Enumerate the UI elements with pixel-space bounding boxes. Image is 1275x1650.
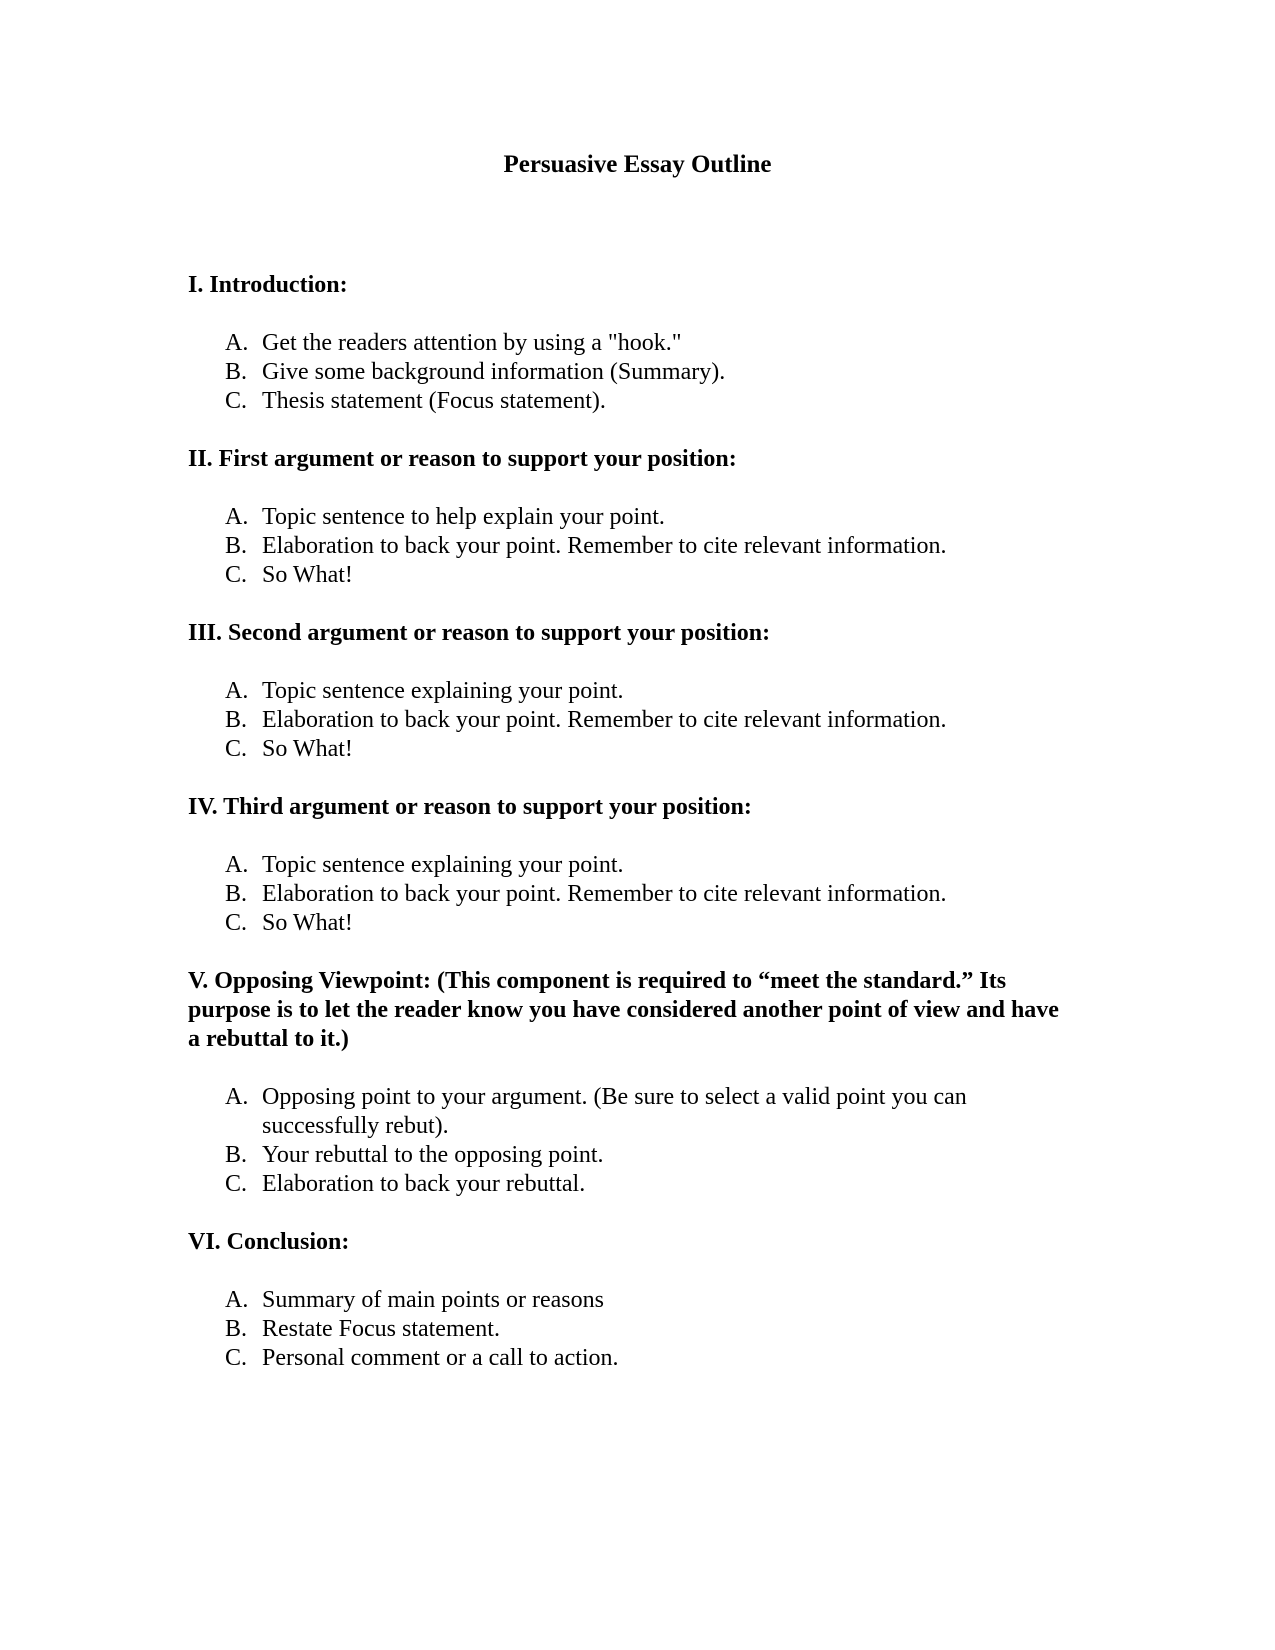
- document-title: Persuasive Essay Outline: [503, 151, 772, 178]
- outline-section: [188, 967, 1068, 1199]
- section-heading: V. Opposing Viewpoint: (This component is required to “meet the standard.” Its purpose is to let the reader know you have considered another point of view and have a rebuttal to it.): [188, 968, 1059, 1052]
- item-marker: C.: [225, 562, 248, 588]
- outline-item: [188, 909, 1032, 938]
- outline-section: [188, 1228, 1068, 1373]
- outline-item: [188, 880, 1032, 909]
- outline-item: [188, 387, 1032, 416]
- outline-item: [188, 503, 1032, 532]
- outline-item: [188, 1083, 1032, 1141]
- outline-item: [188, 1344, 1032, 1373]
- item-text: So What!: [262, 736, 353, 762]
- section-heading: IV. Third argument or reason to support your position:: [188, 794, 752, 820]
- item-text: Give some background information (Summary).: [262, 359, 726, 385]
- item-text: Topic sentence explaining your point.: [262, 678, 624, 704]
- outline-item: [188, 1286, 1032, 1315]
- item-text: Elaboration to back your point. Remember to cite relevant information.: [262, 707, 947, 733]
- outline-item: [188, 851, 1032, 880]
- section-heading: II. First argument or reason to support your position:: [188, 446, 737, 472]
- item-marker: A.: [225, 678, 249, 704]
- item-marker: C.: [225, 910, 248, 936]
- section-heading: III. Second argument or reason to support your position:: [188, 620, 771, 646]
- outline-item: [188, 358, 1032, 387]
- item-marker: B.: [225, 881, 248, 907]
- outline-item: [188, 532, 1032, 561]
- item-marker: A.: [225, 852, 249, 878]
- outline-item: [188, 677, 1032, 706]
- outline-section: [188, 271, 1068, 416]
- outline-item: [188, 561, 1032, 590]
- section-heading: VI. Conclusion:: [188, 1229, 350, 1255]
- item-marker: A.: [225, 1287, 249, 1313]
- item-marker: C.: [225, 736, 248, 762]
- section-items: [188, 503, 1068, 590]
- item-text: Topic sentence explaining your point.: [262, 852, 624, 878]
- item-text: Restate Focus statement.: [262, 1316, 500, 1342]
- section-items: [188, 677, 1068, 764]
- item-marker: B.: [225, 707, 248, 733]
- item-marker: B.: [225, 533, 248, 559]
- item-text: Thesis statement (Focus statement).: [262, 388, 606, 414]
- item-text: Opposing point to your argument. (Be sure to select a valid point you can successfully rebut).: [262, 1084, 967, 1139]
- outline-section: [188, 445, 1068, 590]
- outline-item: [188, 735, 1032, 764]
- section-items: [188, 329, 1068, 416]
- item-marker: C.: [225, 1171, 248, 1197]
- item-marker: B.: [225, 359, 248, 385]
- item-marker: C.: [225, 1345, 248, 1371]
- outline-section: [188, 793, 1068, 938]
- outline-section: [188, 619, 1068, 764]
- outline-item: [188, 329, 1032, 358]
- item-text: Get the readers attention by using a "hook.": [262, 330, 682, 356]
- outline-content: [188, 271, 1068, 1402]
- item-text: So What!: [262, 562, 353, 588]
- outline-item: [188, 1315, 1032, 1344]
- item-text: Elaboration to back your point. Remember to cite relevant information.: [262, 881, 947, 907]
- item-text: Topic sentence to help explain your point.: [262, 504, 665, 530]
- item-marker: A.: [225, 1084, 249, 1110]
- item-marker: B.: [225, 1316, 248, 1342]
- outline-item: [188, 1170, 1032, 1199]
- item-text: Summary of main points or reasons: [262, 1287, 604, 1313]
- section-heading: I. Introduction:: [188, 272, 348, 298]
- item-text: Elaboration to back your rebuttal.: [262, 1171, 586, 1197]
- section-items: [188, 1286, 1068, 1373]
- item-marker: B.: [225, 1142, 248, 1168]
- outline-item: [188, 706, 1032, 735]
- section-items: [188, 851, 1068, 938]
- item-text: Personal comment or a call to action.: [262, 1345, 619, 1371]
- item-marker: A.: [225, 504, 249, 530]
- item-text: Elaboration to back your point. Remember to cite relevant information.: [262, 533, 947, 559]
- item-marker: C.: [225, 388, 248, 414]
- item-marker: A.: [225, 330, 249, 356]
- section-items: [188, 1083, 1068, 1199]
- item-text: Your rebuttal to the opposing point.: [262, 1142, 604, 1168]
- item-text: So What!: [262, 910, 353, 936]
- outline-item: [188, 1141, 1032, 1170]
